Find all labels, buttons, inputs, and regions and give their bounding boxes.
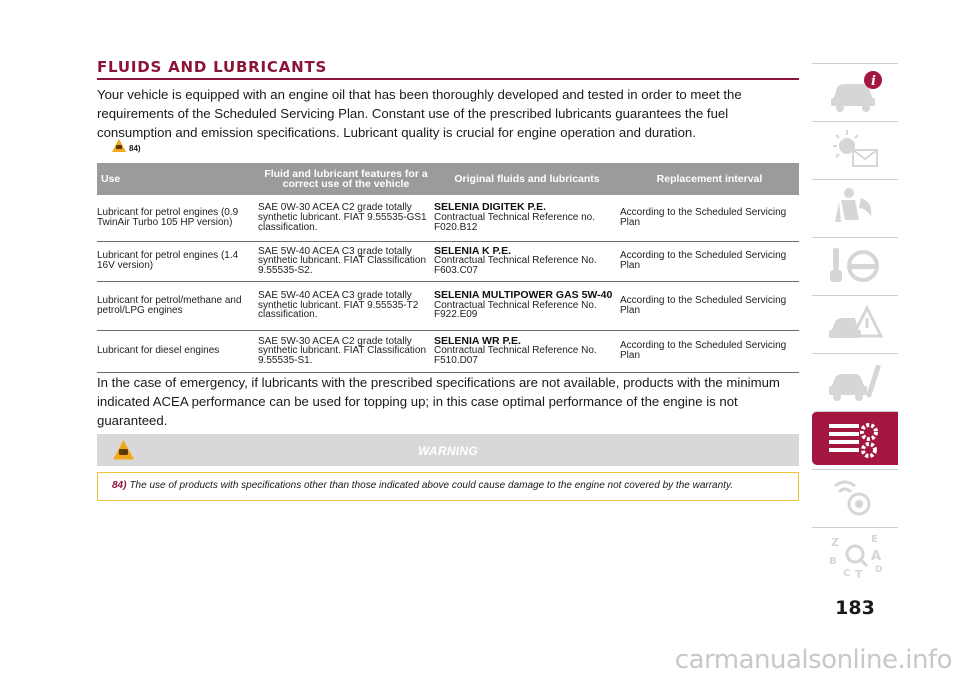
svg-text:C: C — [843, 567, 851, 578]
cell-features: SAE 0W-30 ACEA C2 grade totally synthetic lubricant. FIAT 9.55535-GS1 classification. — [258, 195, 434, 241]
svg-text:A: A — [871, 548, 882, 564]
cell-features: SAE 5W-40 ACEA C3 grade totally synthetic lubricant. FIAT 9.55535-T2 classification. — [258, 281, 434, 330]
cell-interval: According to the Scheduled Servicing Plan — [620, 330, 799, 372]
car-maintenance-icon — [825, 358, 885, 404]
warning-title: WARNING — [417, 444, 479, 458]
table-row — [97, 281, 799, 330]
multimedia-icon — [825, 474, 885, 520]
emergency-note: In the case of emergency, if lubricants with the prescribed specifications are not available, products with the minimum indicated ACEA performance can be used for topping up; in this case optimal performance of the engine is not guaranteed. — [97, 375, 780, 428]
cell-original — [434, 330, 620, 372]
cell-features: SAE 5W-40 ACEA C3 grade totally synthetic lubricant. FIAT Classification 9.55535-S2. — [258, 241, 434, 281]
tab-servicing[interactable] — [812, 353, 898, 407]
table-header-row — [97, 163, 799, 195]
cell-use: Lubricant for petrol engines (0.9 TwinAir Turbo 105 HP version) — [97, 195, 258, 241]
product-reference: Contractual Technical Reference No. F603.C07 — [434, 255, 597, 276]
tab-emergency[interactable] — [812, 295, 898, 349]
svg-text:E: E — [871, 533, 878, 545]
warning-band — [97, 434, 799, 466]
tab-multimedia[interactable] — [812, 469, 898, 523]
cell-interval: According to the Scheduled Servicing Plan — [620, 195, 799, 241]
svg-text:D: D — [875, 564, 883, 575]
table-row — [97, 330, 799, 372]
technical-specifications-icon — [825, 416, 885, 462]
product-name: SELENIA WR P.E. — [434, 334, 521, 347]
lubricants-table — [97, 163, 799, 373]
tab-starting-driving[interactable] — [812, 237, 898, 291]
cell-use: Lubricant for petrol engines (1.4 16V version) — [97, 241, 258, 281]
header-original: Original fluids and lubricants — [434, 163, 620, 195]
tab-safety[interactable] — [812, 179, 898, 233]
tab-technical-specifications[interactable] — [812, 411, 898, 465]
warning-ref-label: 84) — [129, 144, 141, 153]
svg-text:Z: Z — [831, 535, 839, 549]
tab-knowing-your-car[interactable] — [812, 63, 898, 117]
warning-box — [97, 472, 799, 501]
safety-airbag-icon — [825, 184, 885, 230]
table-row — [97, 195, 799, 241]
product-name: SELENIA MULTIPOWER GAS 5W-40 — [434, 289, 613, 302]
cell-interval: According to the Scheduled Servicing Plan — [620, 241, 799, 281]
cell-original — [434, 195, 620, 241]
intro-paragraph: Your vehicle is equipped with an engine oil that has been thoroughly developed and tested in order to meet the requirements of the Scheduled Servicing Plan. Constant use of the prescribed lubricants guarantees the fuel consumption and emission specifications. Lubricant quality is crucial for engine operation and duration. — [97, 87, 742, 140]
cell-use: Lubricant for diesel engines — [97, 330, 258, 372]
tab-dashboard[interactable] — [812, 121, 898, 175]
product-reference: Contractual Technical Reference no. F020.B12 — [434, 211, 596, 233]
product-reference: Contractual Technical Reference No. F922.E09 — [434, 299, 597, 321]
svg-text:T: T — [855, 567, 863, 578]
svg-text:i: i — [871, 73, 876, 89]
warning-reference[interactable] — [112, 138, 141, 153]
section-heading — [97, 58, 799, 80]
index-search-icon — [825, 532, 885, 578]
header-features: Fluid and lubricant features for a correct use of the vehicle — [258, 163, 434, 195]
cell-interval: According to the Scheduled Servicing Plan — [620, 281, 799, 330]
warning-text: The use of products with specifications other than those indicated above could cause damage to the engine not covered by the warranty. — [129, 480, 733, 491]
product-name: SELENIA DIGITEK P.E. — [434, 201, 547, 214]
tab-index[interactable] — [812, 527, 898, 581]
section-title: FLUIDS AND LUBRICANTS — [97, 58, 328, 76]
caution-icon — [112, 139, 126, 152]
dashboard-lights-icon — [825, 126, 885, 172]
header-use: Use — [97, 163, 258, 195]
header-interval: Replacement interval — [620, 163, 799, 195]
svg-text:B: B — [829, 555, 837, 567]
cell-use: Lubricant for petrol/methane and petrol/LPG engines — [97, 281, 258, 330]
emergency-warning-icon — [825, 300, 885, 346]
cell-original — [434, 281, 620, 330]
cell-features: SAE 5W-30 ACEA C2 grade totally synthetic lubricant. FIAT Classification 9.55535-S1. — [258, 330, 434, 372]
product-reference: Contractual Technical Reference No. F510.D07 — [434, 345, 597, 366]
page-number: 183 — [835, 597, 875, 619]
car-info-icon — [825, 68, 885, 114]
table-row — [97, 241, 799, 281]
warning-box-ref: 84) — [112, 480, 127, 491]
product-name: SELENIA K P.E. — [434, 244, 512, 257]
key-steering-wheel-icon — [825, 242, 885, 288]
watermark: carmanualsonline.info — [674, 645, 952, 675]
cell-original — [434, 241, 620, 281]
